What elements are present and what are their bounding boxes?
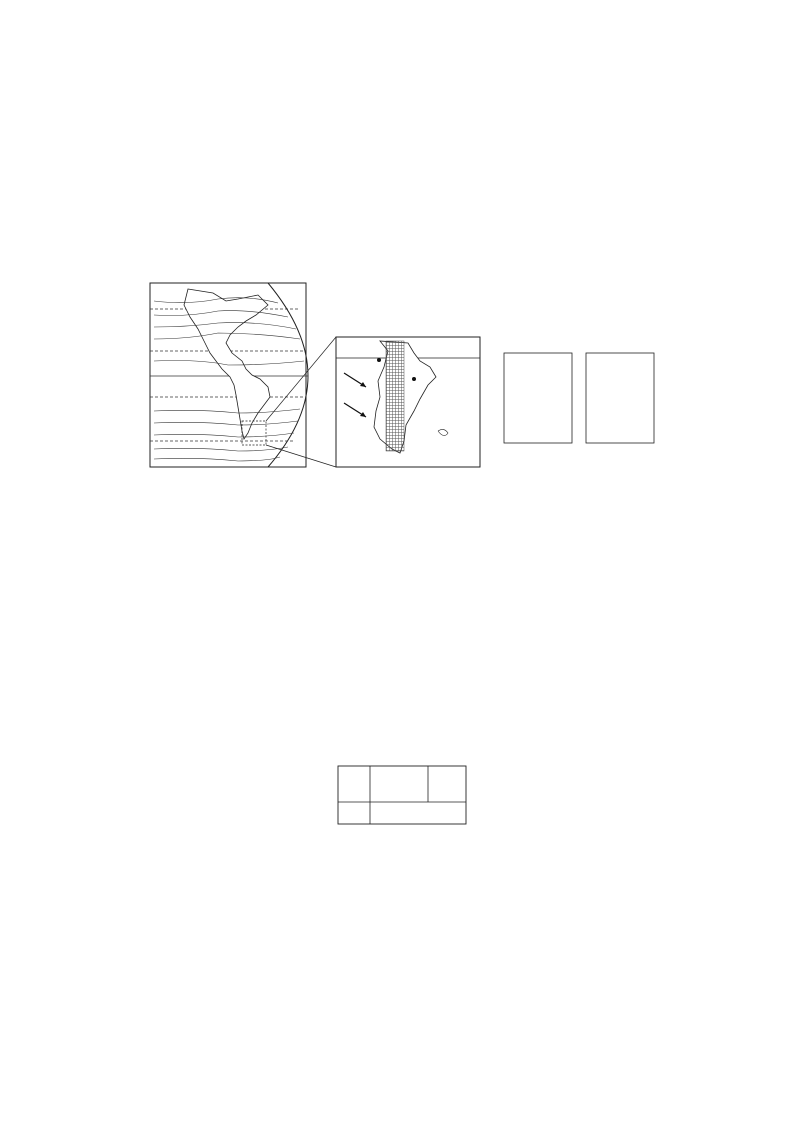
figure-2 bbox=[228, 758, 558, 1014]
climate-grid-diagram bbox=[338, 766, 466, 824]
climate-chart-a bbox=[504, 353, 572, 443]
isotherm-map bbox=[150, 283, 308, 467]
figure-1 bbox=[118, 281, 678, 471]
inset-map bbox=[336, 337, 480, 467]
passage bbox=[74, 184, 724, 216]
climate-chart-b bbox=[586, 353, 654, 443]
